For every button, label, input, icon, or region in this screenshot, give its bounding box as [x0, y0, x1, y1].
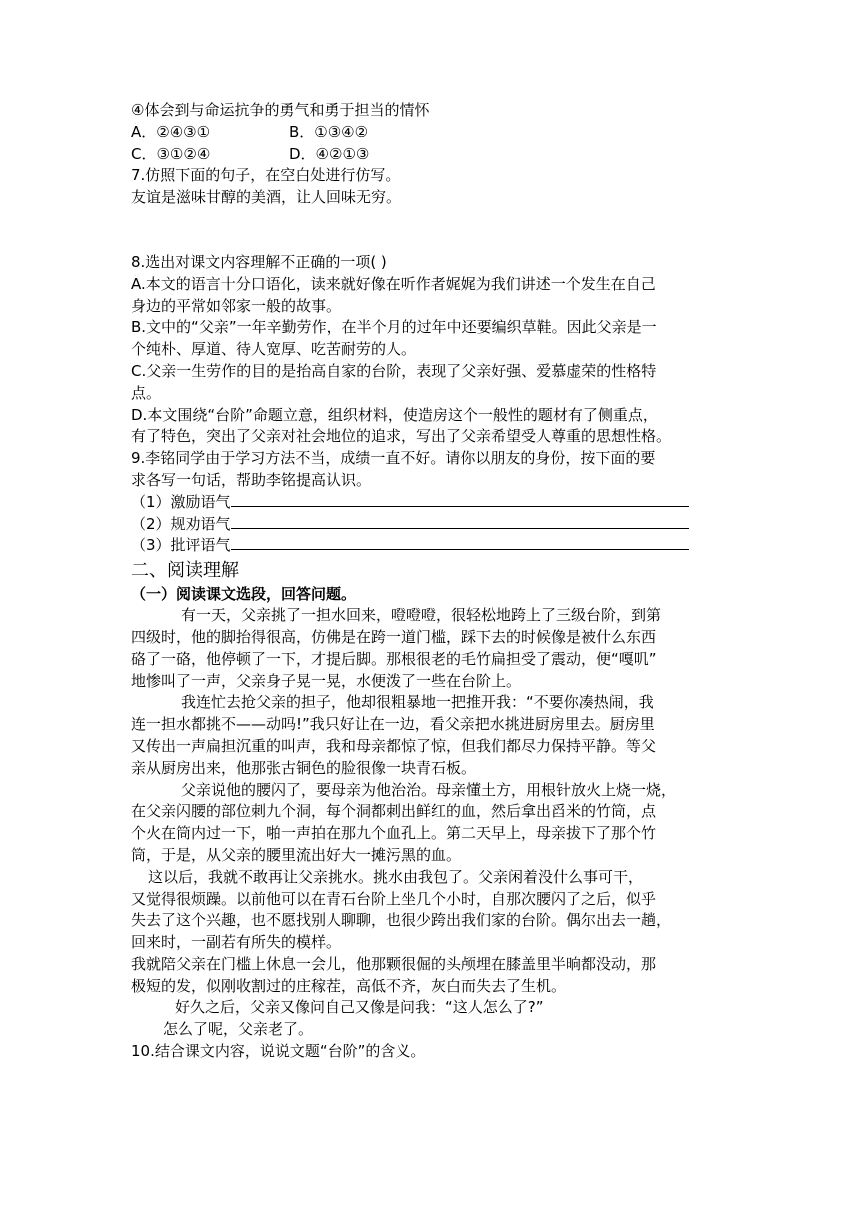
q9-answer-line-1[interactable] — [231, 492, 689, 507]
passage-p3-line2: 在父亲闪腰的部位刺九个洞，每个洞都刺出鲜红的血，然后拿出舀米的竹筒，点 — [131, 802, 657, 821]
q8-option-c-line2: 点。 — [131, 383, 162, 402]
passage-p1-line3: 硌了一硌，他停顿了一下，才提后脚。那根很老的毛竹扁担受了震动，便“嘎叽” — [131, 649, 657, 668]
q8-option-b-line1: B.文中的“父亲”一年辛勤劳作，在半个月的过年中还要编织草鞋。因此父亲是一 — [131, 318, 657, 337]
option-a: A．②④③① — [131, 122, 211, 141]
passage-p3-line1: 父亲说他的腰闪了，要母亲为他治治。母亲懂土方，用根针放火上烧一烧， — [181, 780, 677, 799]
q9-item-1-label: （1）激励语气 — [131, 492, 231, 511]
q7-prompt: 7.仿照下面的句子，在空白处进行仿写。 — [131, 166, 401, 185]
q9-item-3 — [131, 535, 735, 557]
q8-option-d-line1: D.本文围绕“台阶”命题立意，组织材料，使造房这个一般性的题材有了侧重点， — [131, 405, 658, 424]
passage-p1-line4: 地惨叫了一声，父亲身子晃一晃，水便泼了一些在台阶上。 — [131, 671, 522, 690]
passage-p2-line2: 连一担水都挑不——动吗!”我只好让在一边，看父亲把水挑进厨房里去。厨房里 — [131, 715, 655, 734]
worksheet-page — [131, 100, 735, 1063]
option-d: D．④②①③ — [289, 144, 370, 163]
q9-item-3-label: （3）批评语气 — [131, 536, 231, 555]
passage-p2-line1: 我连忙去抢父亲的担子，他却很粗暴地一把推开我：“不要你凑热闹，我 — [181, 693, 654, 712]
q7-answer-space — [131, 209, 735, 252]
section-2-subheading: （一）阅读课文选段，回答问题。 — [131, 585, 357, 604]
q9-answer-line-3[interactable] — [231, 535, 689, 550]
q6-options-ab — [131, 122, 735, 144]
q9-item-1 — [131, 492, 735, 514]
q7-example: 友谊是滋味甘醇的美酒，让人回味无穷。 — [131, 188, 402, 207]
q8-option-d-line2: 有了特色，突出了父亲对社会地位的追求，写出了父亲希望受人尊重的思想性格。 — [131, 427, 672, 446]
passage-p6: 好久之后，父亲又像问自己又像是问我：“这人怎么了?” — [175, 998, 544, 1017]
passage-p7: 怎么了呢，父亲老了。 — [163, 1020, 314, 1039]
q6-options-cd — [131, 144, 735, 166]
q9-item-2 — [131, 514, 735, 536]
passage-p2-line4: 亲从厨房出来，他那张古铜色的脸很像一块青石板。 — [131, 758, 477, 777]
passage-p1-line1: 有一天，父亲挑了一担水回来，噔噔噔，很轻松地跨上了三级台阶，到第 — [181, 606, 662, 625]
q8-option-b-line2: 个纯朴、厚道、待人宽厚、吃苦耐劳的人。 — [131, 340, 417, 359]
passage-p5-line2: 极短的发，似刚收割过的庄稼茬，高低不齐，灰白而失去了生机。 — [131, 976, 567, 995]
passage-p3-line3: 个火在筒内过一下，啪一声拍在那九个血孔上。第二天早上，母亲拔下了那个竹 — [131, 824, 657, 843]
option-b: B．①③④② — [289, 122, 369, 141]
q8-option-a-line2: 身边的平常如邻家一般的故事。 — [131, 296, 342, 315]
passage-p2-line3: 又传出一声扁担沉重的叫声，我和母亲都惊了惊，但我们都尽力保持平静。等父 — [131, 736, 657, 755]
q8-option-a-line1: A.本文的语言十分口语化，读来就好像在听作者娓娓为我们讲述一个发生在自己 — [131, 274, 656, 293]
passage-p3-line4: 筒，于是，从父亲的腰里流出好大一摊污黑的血。 — [131, 845, 462, 864]
passage-p4-line3: 失去了这个兴趣，也不愿找别人聊聊，也很少跨出我们家的台阶。偶尔出去一趟， — [131, 911, 672, 930]
section-2-heading: 二、阅读理解 — [131, 560, 239, 582]
q10-prompt: 10.结合课文内容，说说文题“台阶”的含义。 — [131, 1042, 426, 1061]
passage-p5-line1: 我就陪父亲在门槛上休息一会儿，他那颗很倔的头颅埋在膝盖里半晌都没动，那 — [131, 954, 657, 973]
q9-prompt-line2: 求各写一句话，帮助李铭提高认识。 — [131, 470, 372, 489]
q8-option-c-line1: C.父亲一生劳作的目的是抬高自家的台阶，表现了父亲好强、爱慕虚荣的性格特 — [131, 361, 657, 380]
passage-p4-line1: 这以后，我就不敢再让父亲挑水。挑水由我包了。父亲闲着没什么事可干， — [148, 867, 644, 886]
passage-p1-line2: 四级时，他的脚抬得很高，仿佛是在跨一道门槛，踩下去的时候像是被什么东西 — [131, 627, 657, 646]
q9-answer-line-2[interactable] — [231, 514, 689, 529]
q6-item-4: ④体会到与命运抗争的勇气和勇于担当的情怀 — [131, 101, 430, 119]
q9-item-2-label: （2）规劝语气 — [131, 514, 231, 533]
passage-p4-line2: 又觉得很烦躁。以前他可以在青石台阶上坐几个小时，自那次腰闪了之后，似乎 — [131, 889, 657, 908]
option-c: C．③①②④ — [131, 144, 211, 163]
passage-p4-line4: 回来时，一副若有所失的模样。 — [131, 933, 342, 952]
q8-prompt: 8.选出对课文内容理解不正确的一项( ) — [131, 252, 387, 271]
q9-prompt-line1: 9.李铭同学由于学习方法不当，成绩一直不好。请你以朋友的身份，按下面的要 — [131, 449, 656, 468]
